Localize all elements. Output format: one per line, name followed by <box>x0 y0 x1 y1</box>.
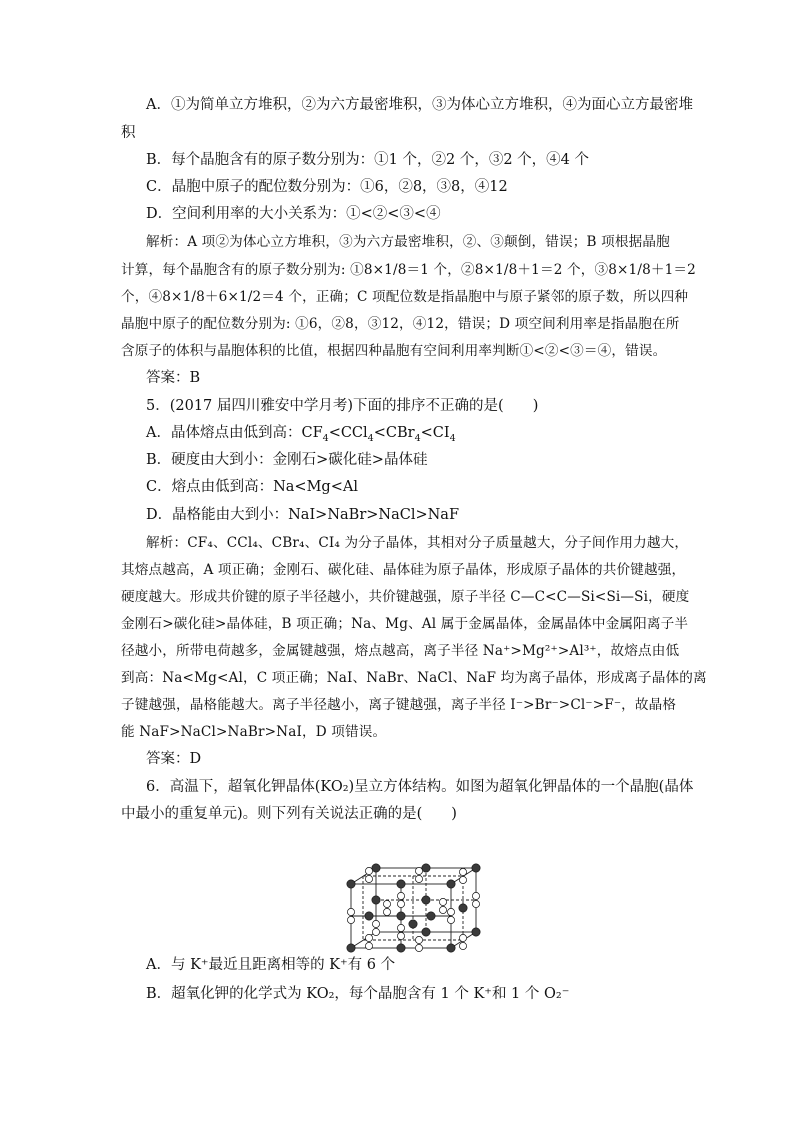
q4-answer-label: 答案 <box>146 370 175 386</box>
q5-stem: 5．(2017 届四川雅安中学月考)下面的排序不正确的是( ) <box>146 398 539 414</box>
q5-analysis-line-1 <box>146 533 688 553</box>
q4-option-d: D．空间利用率的大小关系为：①<②<③<④ <box>146 206 441 222</box>
q4-answer-line <box>146 368 200 388</box>
q4-option-a-line1: A．①为简单立方堆积，②为六方最密堆积，③为体心立方堆积，④为面心立方最密堆 <box>146 97 693 113</box>
q5-analysis-line-3: 硬度越大。形成共价键的原子半径越小，共价键越强，原子半径 C—C<C—Si<Si—Si，硬度 <box>121 589 690 605</box>
q5-answer-value: ：D <box>175 751 202 767</box>
q5-analysis-line-4: 金刚石>碳化硅>晶体硅，B 项正确；Na、Mg、Al 属于金属晶体，金属晶体中金属阳离子半 <box>121 616 689 632</box>
q4-answer-value: ：B <box>175 370 201 386</box>
q5-analysis-line-7: 子键越强，晶格能越大。离子半径越小，离子键越强，离子半径 I⁻>Br⁻>Cl⁻>F⁻，故晶格 <box>121 697 677 713</box>
q5-analysis-text-1: ：CF₄、CCl₄、CBr₄、CI₄ 为分子晶体，其相对分子质量越大，分子间作用力越大， <box>173 535 689 551</box>
q5-analysis-line-8: 能 NaF>NaCl>NaBr>NaI，D 项错误。 <box>121 724 387 740</box>
q5-analysis-line-2: 其熔点越高，A 项正确；金刚石、碳化硅、晶体硅为原子晶体，形成原子晶体的共价键越强， <box>121 562 686 578</box>
q5-answer-line <box>146 749 201 769</box>
q6-option-b: B．超氧化钾的化学式为 KO₂，每个晶胞含有 1 个 K⁺和 1 个 O₂⁻ <box>146 986 570 1002</box>
k-ion <box>422 928 430 936</box>
q5-option-b: B．硬度由大到小：金刚石>碳化硅>晶体硅 <box>146 452 428 468</box>
q5-sub-1: 4 <box>322 432 329 444</box>
q5-analysis-line-5: 径越小，所带电荷越多，金属键越强，熔点越高，离子半径 Na⁺>Mg²⁺>Al³⁺，故熔点由低 <box>121 643 680 659</box>
q5-sub-2: 4 <box>367 432 374 444</box>
k-ion <box>427 912 435 920</box>
k-ion <box>372 864 380 872</box>
q5-option-a <box>146 423 456 449</box>
q4-analysis-line-4: 晶胞中原子的配位数分别为: ①6，②8，③12，④12，错误；D 项空间利用率是指晶胞在所 <box>121 316 680 332</box>
k-ion <box>347 880 355 888</box>
q5-analysis-line-6: 到高：Na<Mg<Al，C 项正确；NaI、NaBr、NaCl、NaF 均为离子晶体，形成离子晶体的离 <box>121 670 707 686</box>
q4-analysis-label: 解析 <box>146 234 174 250</box>
k-ion <box>397 912 405 920</box>
k-ion <box>472 928 480 936</box>
k-ion <box>422 864 430 872</box>
k-ion <box>472 864 480 872</box>
ko2-unit-cell-figure <box>339 858 489 958</box>
k-ion <box>459 904 467 912</box>
q5-option-a-text-3: <CBr <box>373 425 415 441</box>
k-ion <box>409 920 417 928</box>
q4-analysis-line-3: 个，④8×1/8＋6×1/2＝4 个，正确；C 项配位数是指晶胞中与原子紧邻的原子数，所以四种 <box>121 289 689 305</box>
q5-option-a-text-4: <CI <box>420 425 450 441</box>
q5-analysis-label: 解析 <box>146 535 174 551</box>
k-ion <box>347 944 355 952</box>
q5-option-d: D．晶格能由大到小：NaI>NaBr>NaCl>NaF <box>146 507 460 523</box>
k-ion <box>422 896 430 904</box>
k-ion <box>447 880 455 888</box>
k-ion <box>397 880 405 888</box>
k-ion <box>365 912 373 920</box>
q4-option-a-line2: 积 <box>121 125 136 141</box>
q4-option-b: B．每个晶胞含有的原子数分别为：①1 个，②2 个，③2 个，④4 个 <box>146 152 589 168</box>
q5-option-c: C．熔点由低到高：Na<Mg<Al <box>146 479 358 495</box>
q5-sub-4: 4 <box>449 432 456 444</box>
q6-option-a: A．与 K⁺最近且距离相等的 K⁺有 6 个 <box>146 957 396 973</box>
q5-sub-3: 4 <box>414 432 421 444</box>
q6-stem-line2: 中最小的重复单元)。则下列有关说法正确的是( ) <box>121 806 457 822</box>
q5-option-a-text-1: A．晶体熔点由低到高：CF <box>146 425 323 441</box>
q5-option-a-text-2: <CCl <box>328 425 368 441</box>
q4-analysis-line-5: 含原子的体积与晶胞体积的比值，根据四种晶胞有空间利用率判断①<②<③＝④，错误。 <box>121 343 667 359</box>
q4-analysis-line-2: 计算，每个晶胞含有的原子数分别为: ①8×1/8＝1 个，②8×1/8＋1＝2 个，③8×1/8＋1＝2 <box>121 262 696 278</box>
q4-option-c: C．晶胞中原子的配位数分别为：①6，②8，③8，④12 <box>146 179 508 195</box>
q6-stem-line1: 6．高温下，超氧化钾晶体(KO₂)呈立方体结构。如图为超氧化钾晶体的一个晶胞(晶体 <box>146 779 694 795</box>
q4-analysis-text-1: ：A 项②为体心立方堆积，③为六方最密堆积，②、③颠倒，错误；B 项根据晶胞 <box>173 234 670 250</box>
k-ion <box>447 944 455 952</box>
q4-analysis-line-1 <box>146 232 670 252</box>
k-ion <box>372 896 380 904</box>
k-ion <box>397 944 405 952</box>
q5-answer-label: 答案 <box>146 751 175 767</box>
